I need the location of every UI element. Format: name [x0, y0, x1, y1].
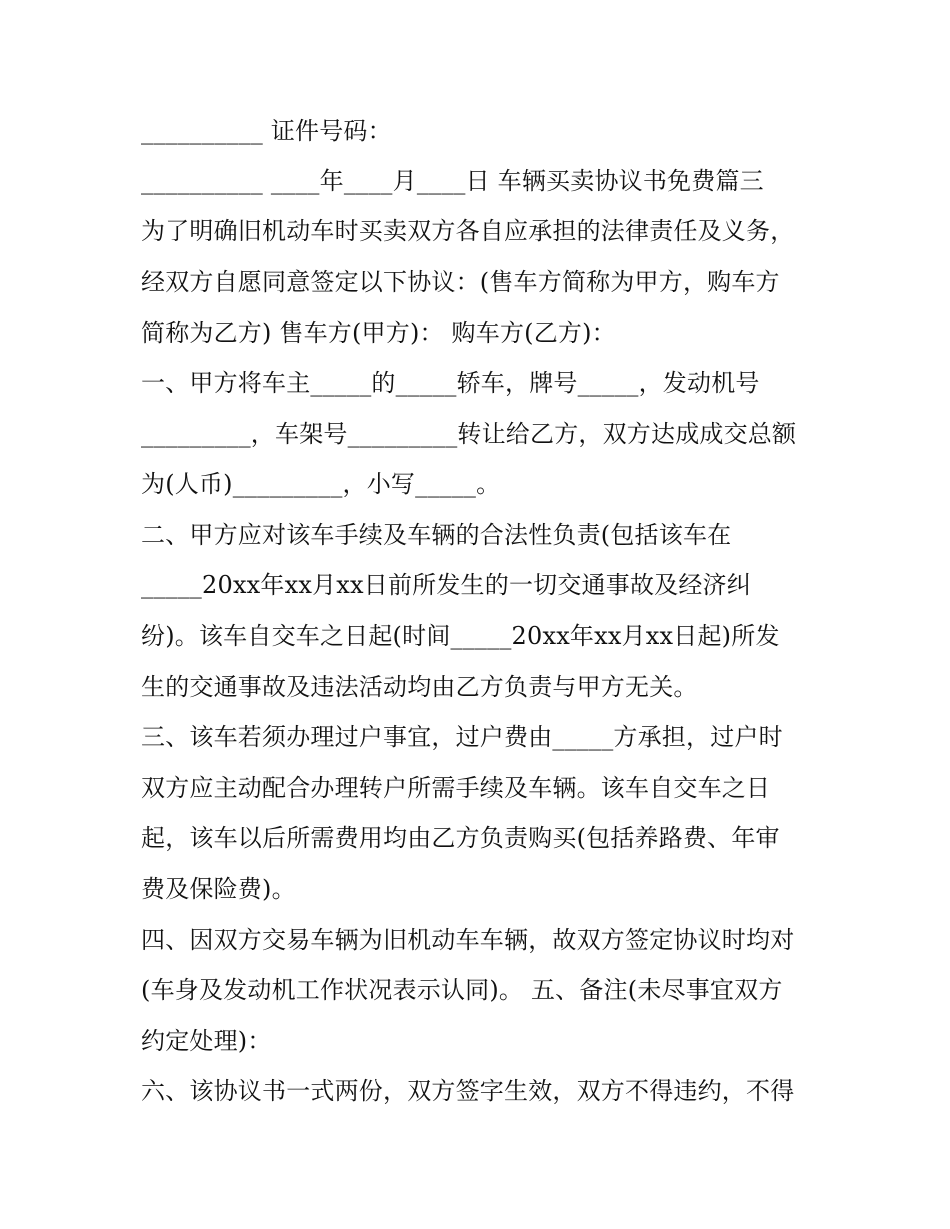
- text-line-11: 纷)。该车自交车之日起(时间_____20xx年xx月xx日起)所发: [141, 622, 780, 650]
- text-line-14: 双方应主动配合办理转户所需手续及车辆。该车自交车之日: [141, 774, 771, 802]
- text-line-17: 四、因双方交易车辆为旧机动车车辆，故双方签定协议时均对: [141, 926, 795, 954]
- text-line-12: 生的交通事故及违法活动均由乙方负责与甲方无关。: [141, 673, 698, 701]
- text-line-6: 一、甲方将车主_____的_____轿车，牌号_____，发动机号: [141, 369, 760, 397]
- text-line-18: (车身及发动机工作状况表示认同)。 五、备注(未尽事宜双方: [141, 976, 783, 1004]
- text-line-19: 约定处理)：: [141, 1027, 272, 1055]
- text-line-3: 为了明确旧机动车时买卖双方各自应承担的法律责任及义务，: [141, 217, 795, 245]
- text-line-5: 简称为乙方) 售车方(甲方)： 购车方(乙方)：: [141, 319, 616, 347]
- text-line-13: 三、该车若须办理过户事宜，过户费由_____方承担，过户时: [141, 723, 783, 751]
- text-line-2: __________ ____年____月____日 车辆买卖协议书免费篇三: [141, 167, 764, 195]
- text-line-10: _____20xx年xx月xx日前所发生的一切交通事故及经济纠: [141, 571, 751, 599]
- text-line-20: 六、该协议书一式两份，双方签字生效，双方不得违约，不得: [141, 1077, 795, 1105]
- text-line-8: 为(人币)_________，小写_____。: [141, 470, 501, 498]
- text-line-15: 起，该车以后所需费用均由乙方负责购买(包括养路费、年审: [141, 824, 780, 852]
- text-line-9: 二、甲方应对该车手续及车辆的合法性负责(包括该车在: [141, 521, 732, 549]
- text-line-16: 费及保险费)。: [141, 875, 296, 903]
- text-line-4: 经双方自愿同意签定以下协议：(售车方简称为甲方，购车方: [141, 268, 780, 296]
- text-line-1: __________ 证件号码：: [141, 117, 392, 145]
- text-line-7: _________，车架号_________转让给乙方，双方达成成交总额: [141, 420, 797, 448]
